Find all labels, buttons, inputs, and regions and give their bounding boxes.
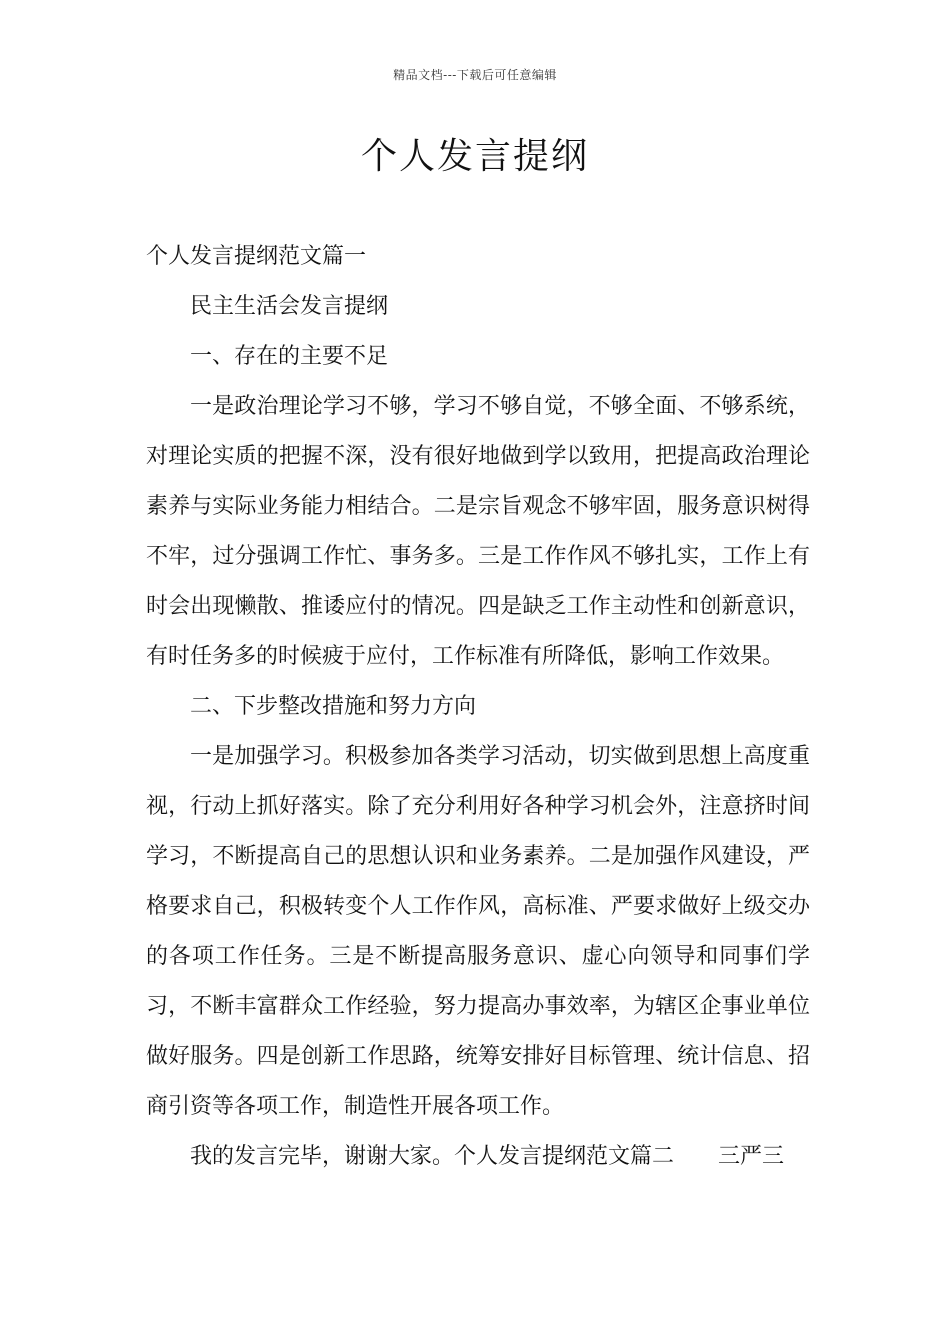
heading-measures: 二、下步整改措施和努力方向	[190, 694, 477, 719]
header-note: 精品文档---下载后可任意编辑	[393, 68, 557, 82]
section-heading-part-one: 个人发言提纲范文篇一	[146, 244, 367, 269]
next-section-start: 三严三	[718, 1144, 785, 1169]
subtitle-outline: 民主生活会发言提纲	[190, 294, 389, 319]
paragraph-shortcomings: 一是政治理论学习不够，学习不够自觉，不够全面、不够系统，对理论实质的把握不深，没有很好地做到学以致用，把提高政治理论素养与实际业务能力相结合。二是宗旨观念不够牢固，服务意识树得不牢，过分强调工作忙、事务多。三是工作作风不够扎实，工作上有时会出现懒散、推诿应付的情况。四是缺乏工作主动性和创新意识，有时任务多的时候疲于应付，工作标准有所降低，影响工作效果。	[146, 394, 810, 669]
document-body	[146, 232, 810, 1182]
document-title: 个人发言提纲	[360, 136, 589, 177]
closing-line	[146, 1132, 810, 1182]
paragraph-measures: 一是加强学习。积极参加各类学习活动，切实做到思想上高度重视，行动上抓好落实。除了充分利用好各种学习机会外，注意挤时间学习，不断提高自己的思想认识和业务素养。二是加强作风建设，严格要求自己，积极转变个人工作作风，高标准、严要求做好上级交办的各项工作任务。三是不断提高服务意识、虚心向领导和同事们学习，不断丰富群众工作经验，努力提高办事效率，为辖区企事业单位做好服务。四是创新工作思路，统筹安排好目标管理、统计信息、招商引资等各项工作，制造性开展各项工作。	[146, 744, 810, 1119]
heading-shortcomings: 一、存在的主要不足	[190, 344, 389, 369]
closing-text: 我的发言完毕，谢谢大家。个人发言提纲范文篇二	[190, 1144, 675, 1169]
